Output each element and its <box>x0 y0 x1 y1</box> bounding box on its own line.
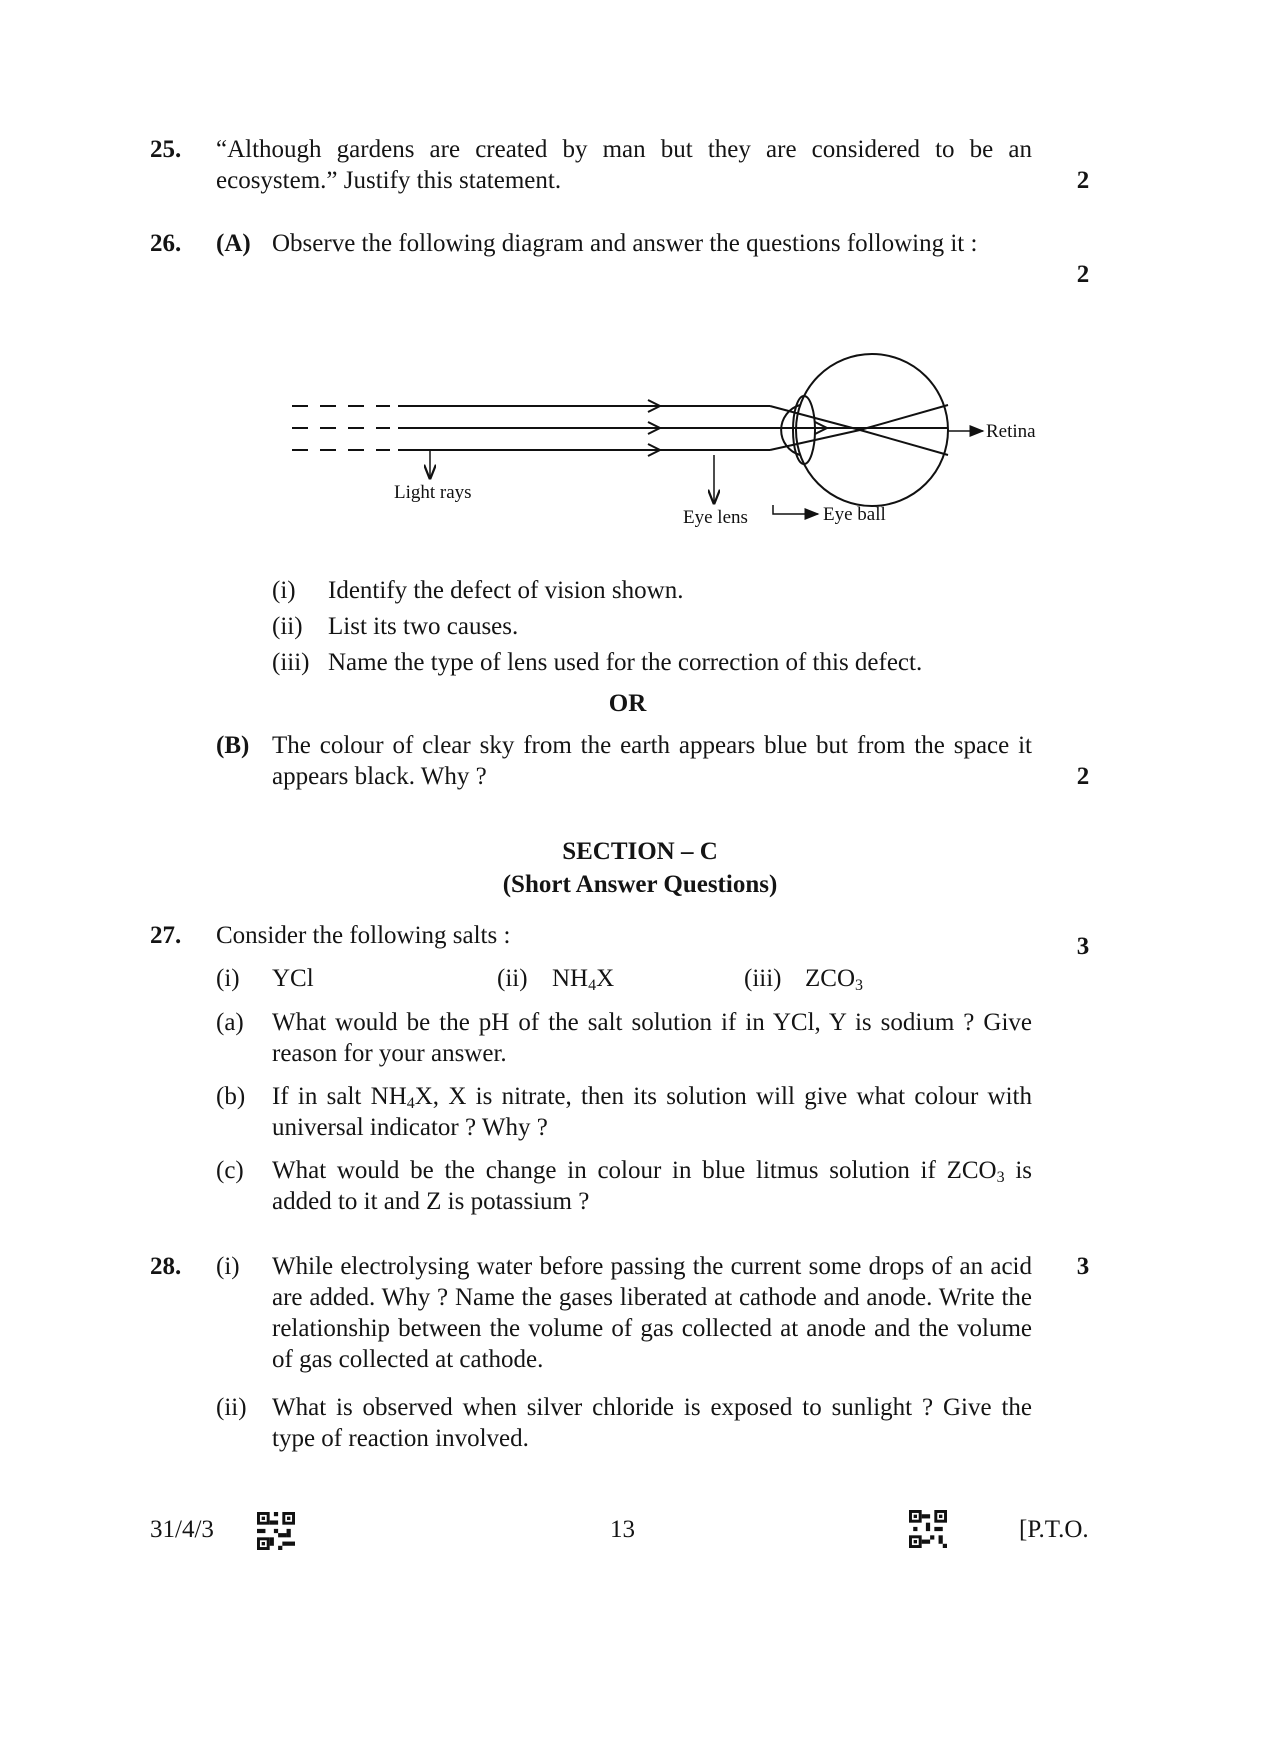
salt-label: (i) <box>216 965 240 992</box>
question-number-28: 28. <box>150 1253 182 1280</box>
question-number-26: 26. <box>150 230 182 257</box>
section-title: SECTION – C <box>562 838 718 865</box>
diverging-ray-top <box>860 405 948 430</box>
eye-ball-pointer <box>773 505 818 514</box>
page-number: 13 <box>610 1516 635 1543</box>
question-26-part-a-label: (A) <box>216 230 251 257</box>
eye-lens-label: Eye lens <box>683 507 748 528</box>
part-label: (a) <box>216 1009 244 1036</box>
question-number-25: 25. <box>150 136 182 163</box>
subquestion-label: (iii) <box>272 649 310 676</box>
eye-diagram <box>270 345 1036 540</box>
subquestion-label: (i) <box>272 577 296 604</box>
paper-code: 31/4/3 <box>150 1516 214 1543</box>
subquestion-text: List its two causes. <box>328 613 519 640</box>
or-separator: OR <box>608 690 647 717</box>
subquestion-text: Name the type of lens used for the correction of this defect. <box>328 649 923 676</box>
retina-label: Retina <box>986 421 1036 442</box>
question-27-part-a-text: What would be the pH of the salt solution if in YCl, Y is sodium ? Give reason for your answer. <box>272 1009 1032 1067</box>
question-26-part-b-marks: 2 <box>1076 763 1090 790</box>
question-27-marks: 3 <box>1076 933 1090 960</box>
qr-code-icon <box>257 1512 295 1550</box>
question-27-part-c-text: What would be the change in colour in blue litmus solution if $ZCO_3$ is added to it and Z is potassium ? <box>272 1157 1032 1215</box>
part-label: (i) <box>216 1253 240 1280</box>
part-label: (ii) <box>216 1394 247 1421</box>
light-rays-label: Light rays <box>394 482 472 503</box>
eye-ball-circle <box>796 354 948 506</box>
question-number-27: 27. <box>150 922 182 949</box>
salt-label: (ii) <box>497 965 528 992</box>
question-27-intro: Consider the following salts : <box>216 922 511 949</box>
part-label: (c) <box>216 1157 244 1184</box>
question-27-part-b-text: If in salt $NH_4X$, X is nitrate, then its solution will give what colour with universal indicator ? Why ? <box>272 1083 1032 1141</box>
question-28-part-ii-text: What is observed when silver chloride is exposed to sunlight ? Give the type of reaction involved. <box>272 1394 1032 1452</box>
pto-marker: [P.T.O. <box>1019 1516 1089 1543</box>
question-26-part-a-text: Observe the following diagram and answer the questions following it : <box>272 230 978 257</box>
salt-formula-nh4x: $NH_4X$ <box>552 965 615 994</box>
question-25-marks: 2 <box>1076 167 1090 194</box>
salt-formula-ycl: YCl <box>272 965 314 992</box>
question-26-part-a-marks: 2 <box>1076 261 1090 288</box>
salt-label: (iii) <box>744 965 782 992</box>
salt-formula-zco3: $ZCO_3$ <box>805 965 863 994</box>
question-28-part-i-text: While electrolysing water before passing the current some drops of an acid are added. Why ? Name the gases liberated at cathode and anode. Write the relationship between the volume of gas collected at anode and the volume of gas collected at cathode. <box>272 1253 1032 1373</box>
subquestion-text: Identify the defect of vision shown. <box>328 577 684 604</box>
section-subtitle: (Short Answer Questions) <box>502 871 778 898</box>
part-label: (b) <box>216 1083 246 1110</box>
eye-ball-label: Eye ball <box>823 504 886 525</box>
question-28-marks: 3 <box>1076 1253 1090 1280</box>
question-25-text: “Although gardens are created by man but they are considered to be an ecosystem.” Justify this statement. <box>216 136 1032 194</box>
question-26-part-b-text: The colour of clear sky from the earth appears blue but from the space it appears black. Why ? <box>272 732 1032 790</box>
qr-code-icon <box>909 1510 947 1548</box>
question-26-part-b-label: (B) <box>216 732 250 759</box>
diverging-ray-bottom <box>860 430 948 455</box>
subquestion-label: (ii) <box>272 613 303 640</box>
